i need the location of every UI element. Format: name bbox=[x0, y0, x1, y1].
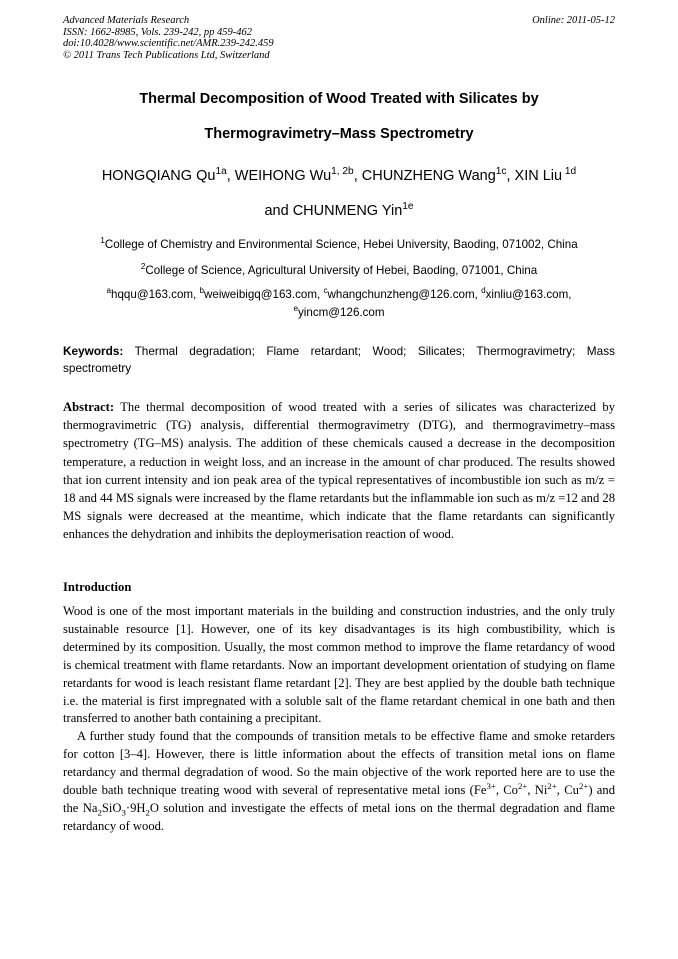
affiliation-text: College of Science, Agricultural University of Hebei, Baoding, 071001, China bbox=[145, 264, 538, 277]
email-address: hqqu@163.com, bbox=[111, 288, 200, 301]
online-date: Online: 2011-05-12 bbox=[532, 15, 615, 26]
paragraph-text: ) and the Na bbox=[63, 783, 615, 815]
introduction-heading: Introduction bbox=[63, 580, 132, 594]
author-affiliation-mark: 1e bbox=[402, 201, 414, 213]
author-name: , WEIHONG Wu bbox=[226, 168, 332, 184]
email-mark: c bbox=[323, 286, 328, 296]
affiliation-mark: 2 bbox=[140, 262, 146, 272]
paragraph-text: O solution and investigate the effects of metal ions on the thermal degradation and flame retardancy of wood. bbox=[63, 800, 615, 833]
abstract-text: The thermal decomposition of wood treated with a series of silicates was characterized by thermogravimetric (TG) analysis, differential thermogravimetry (DTG), and thermogravimetry–mass spectrometry (TG–MS) analysis. The addition of these chemicals caused a decrease in the decomposition temperature, a reduction in weight loss, and an increase in the amount of char produced. The results showed that ion current intensity and ion peak area of the typical representatives of incombustible ion such as m/z = 18 and 44 MS signals were increased by the flame retardants but the inflammable ion such as m/z =12 and 28 MS signals were decreased at the meantime, which indicate that the flame retardants can significantly enhances the dehydration and inhibits the deploymerisation reaction of wood. bbox=[63, 400, 615, 542]
paper-title-line-1: Thermal Decomposition of Wood Treated with Silicates by bbox=[139, 91, 539, 107]
doi-line: doi:10.4028/www.scientific.net/AMR.239-242.459 bbox=[63, 38, 274, 50]
paper-title-line-2: Thermogravimetry–Mass Spectrometry bbox=[204, 126, 474, 142]
author-affiliation-mark: 1d bbox=[562, 166, 577, 178]
email-line-2 bbox=[63, 306, 615, 319]
formula-subscript: 2 bbox=[145, 807, 150, 818]
affiliation-text: College of Chemistry and Environmental Science, Hebei University, Baoding, 071002, China bbox=[104, 238, 578, 251]
email-mark: a bbox=[106, 286, 112, 296]
author-list-line-2 bbox=[63, 203, 615, 219]
formula-text: ·9H bbox=[125, 800, 146, 815]
affiliation-1 bbox=[63, 238, 615, 251]
paragraph-text: , Cu bbox=[556, 783, 579, 798]
email-address: xinliu@163.com, bbox=[485, 288, 572, 301]
email-address: whangchunzheng@126.com, bbox=[327, 288, 482, 301]
author-name: , CHUNZHENG Wang bbox=[353, 168, 496, 184]
copyright-line: © 2011 Trans Tech Publications Ltd, Switzerland bbox=[63, 49, 270, 61]
affiliation-2 bbox=[63, 264, 615, 277]
keywords-paragraph bbox=[63, 343, 615, 377]
ion-charge: 3+ bbox=[486, 780, 496, 791]
abstract-label: Abstract: bbox=[63, 400, 115, 414]
author-affiliation-mark: 1, 2b bbox=[331, 166, 354, 178]
email-address: weiweibigq@163.com, bbox=[204, 288, 324, 301]
formula-subscript: 2 bbox=[97, 807, 102, 818]
paragraph-text: , Ni bbox=[527, 783, 548, 798]
email-mark: d bbox=[481, 286, 486, 296]
formula-text: SiO bbox=[101, 800, 122, 815]
issn-line: ISSN: 1662-8985, Vols. 239-242, pp 459-462 bbox=[63, 26, 252, 38]
ion-charge: 2+ bbox=[578, 780, 589, 791]
email-mark: e bbox=[293, 304, 298, 314]
email-address: yincm@126.com bbox=[298, 306, 385, 319]
email-line-1 bbox=[63, 288, 615, 301]
ion-charge: 2+ bbox=[517, 780, 528, 791]
introduction-paragraph-2 bbox=[63, 728, 615, 835]
author-name: , XIN Liu bbox=[506, 168, 563, 184]
ion-charge: 2+ bbox=[547, 780, 557, 791]
author-name: HONGQIANG Qu bbox=[101, 168, 216, 184]
author-affiliation-mark: 1a bbox=[215, 166, 227, 178]
author-list-line-1 bbox=[63, 168, 615, 184]
abstract-paragraph bbox=[63, 398, 615, 544]
keywords-text: Thermal degradation; Flame retardant; Wood; Silicates; Thermogravimetry; Mass spectrometry bbox=[63, 344, 615, 375]
author-name: and CHUNMENG Yin bbox=[264, 203, 403, 219]
formula-subscript: 3 bbox=[121, 807, 126, 818]
journal-header bbox=[63, 15, 615, 61]
affiliation-mark: 1 bbox=[100, 236, 105, 246]
introduction-body bbox=[63, 603, 615, 836]
paragraph-text: , Co bbox=[495, 783, 518, 798]
email-mark: b bbox=[199, 286, 205, 296]
author-affiliation-mark: 1c bbox=[495, 166, 507, 178]
introduction-paragraph-1: Wood is one of the most important materials in the building and construction industries, and the only truly sustainable resource [1]. However, one of its key disadvantages is its high combustibility, which is determined by its composition. Usually, the most common method to improve the flame retardancy of wood is chemical treatment with flame retardants. Now an important development orientation of studying on flame retardants for wood is leach resistant flame retardant [2]. They are best applied by the double bath technique i.e. the material is first impregnated with a soluble salt of the flame retardant chemical in one bath and then transferred to another bath containing a precipitant. bbox=[63, 604, 615, 726]
journal-name: Advanced Materials Research bbox=[63, 15, 190, 26]
keywords-label: Keywords: bbox=[63, 344, 124, 358]
paragraph-text: A further study found that the compounds of transition metals to be effective flame and smoke retarders for cotton [3–4]. However, there is little information about the effects of transition metal ions on flame retardancy and thermal degradation of wood. So the main objective of the work reported here are to use the double bath technique treating wood with several of representative metal ions (Fe bbox=[63, 729, 615, 798]
